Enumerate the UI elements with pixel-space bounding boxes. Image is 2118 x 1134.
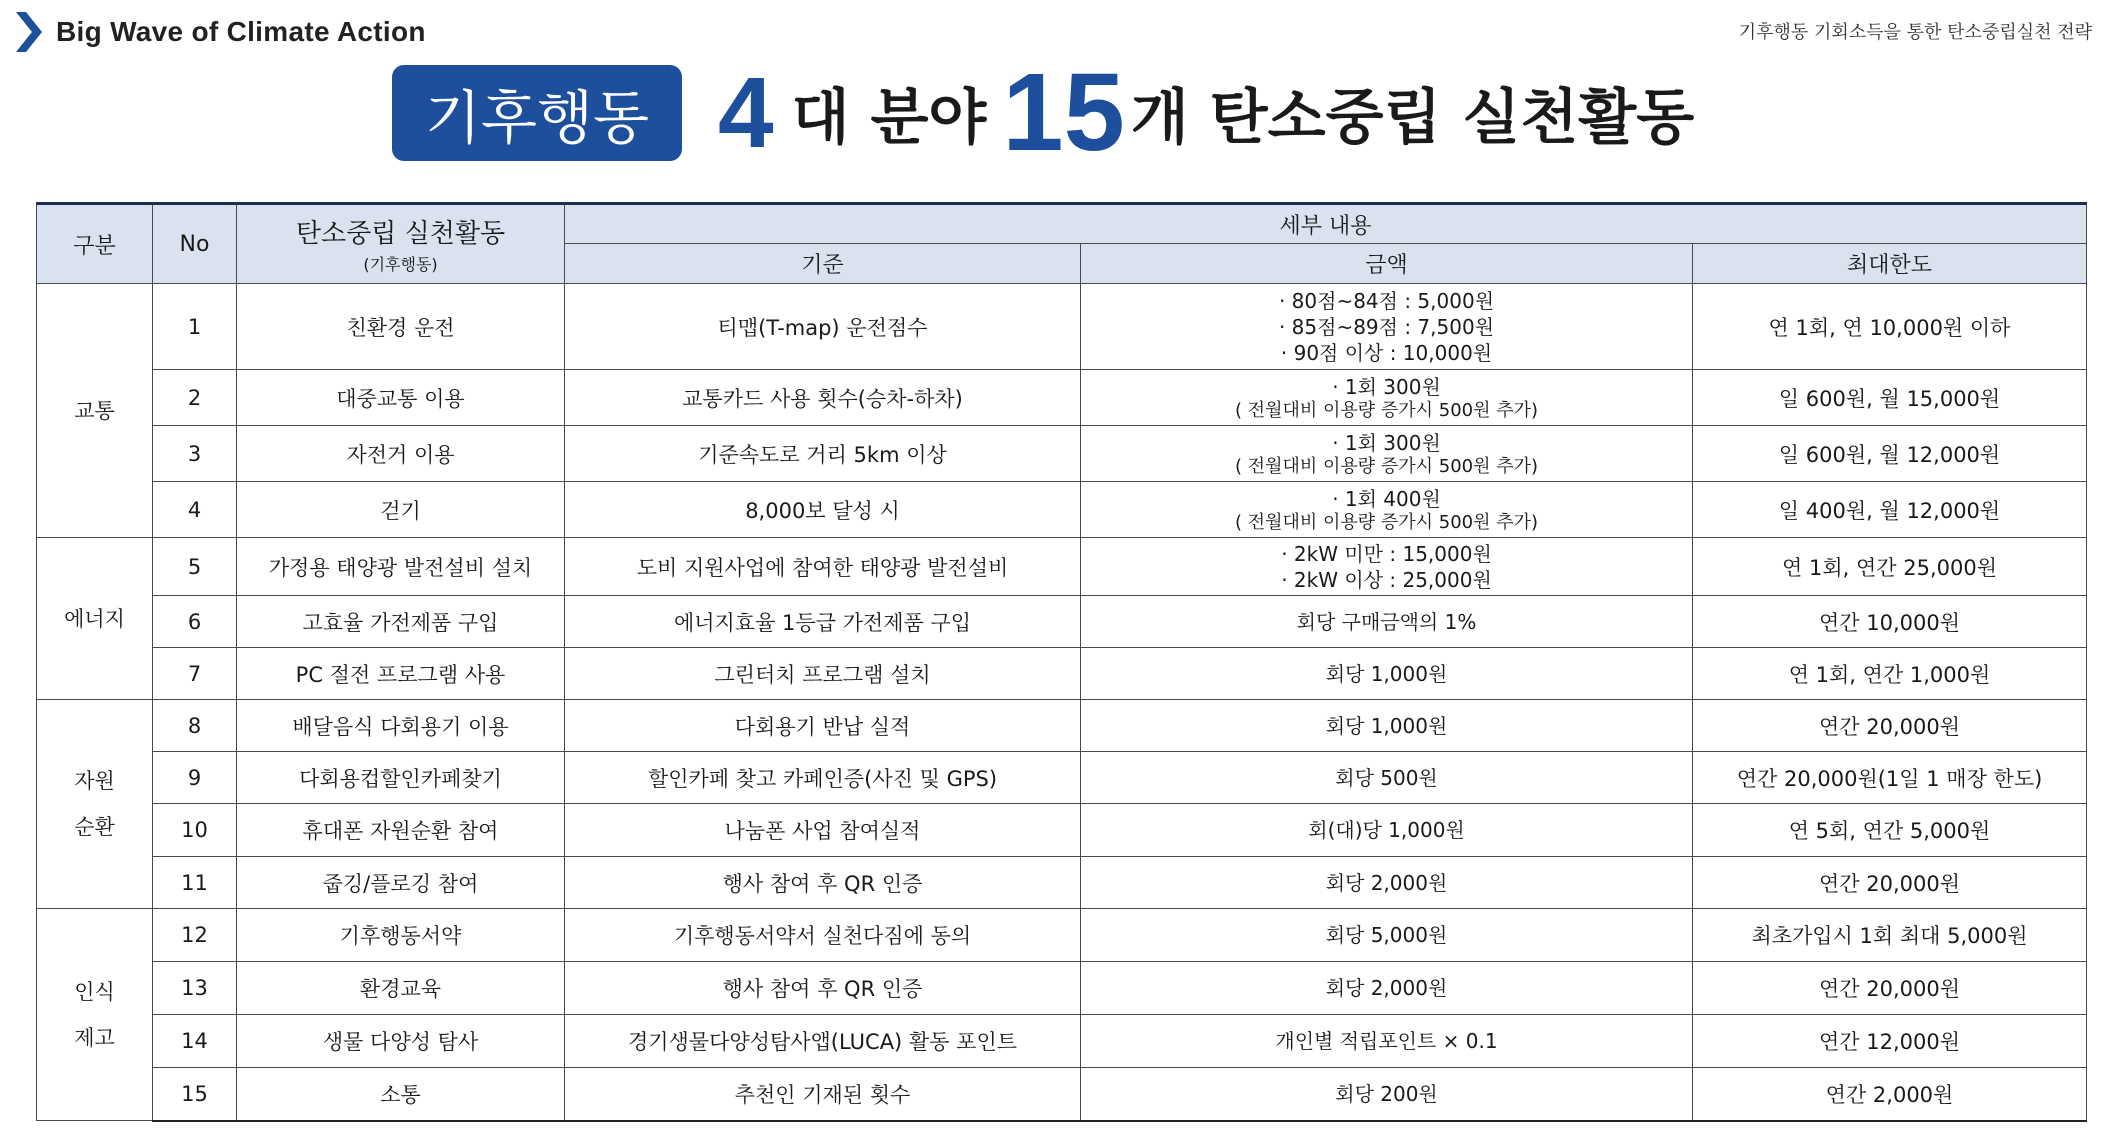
criteria-cell: 경기생물다양성탐사앱(LUCA) 활동 포인트 xyxy=(565,1015,1081,1068)
amount-cell xyxy=(1081,284,1693,370)
table-header xyxy=(37,204,2087,284)
limit-cell: 연간 20,000원 xyxy=(1693,700,2087,752)
limit-cell: 연간 2,000원 xyxy=(1693,1068,2087,1121)
no-cell: 3 xyxy=(153,426,237,482)
amount-cell xyxy=(1081,1015,1693,1068)
category-label: 인식 xyxy=(74,979,115,1004)
amount-line: · 80점~84점 : 5,000원 xyxy=(1278,288,1495,313)
header-activity xyxy=(237,204,565,284)
table-row xyxy=(37,1015,2087,1068)
headline-number-activities: 15 xyxy=(1002,51,1125,174)
amount-cell xyxy=(1081,962,1693,1015)
table-body xyxy=(37,284,2087,1121)
activity-cell: 고효율 가전제품 구입 xyxy=(237,596,565,648)
headline-number-areas: 4 xyxy=(718,57,774,169)
amount-cell xyxy=(1081,648,1693,700)
header-no: No xyxy=(153,204,237,284)
amount-line: ( 전월대비 이용량 증가시 500원 추가) xyxy=(1234,455,1539,477)
table-row xyxy=(37,648,2087,700)
header-details: 세부 내용 xyxy=(565,204,2087,244)
activity-cell: 자전거 이용 xyxy=(237,426,565,482)
criteria-cell: 할인카페 찾고 카페인증(사진 및 GPS) xyxy=(565,752,1081,804)
table-row xyxy=(37,284,2087,370)
amount-cell xyxy=(1081,752,1693,804)
criteria-cell: 8,000보 달성 시 xyxy=(565,482,1081,538)
document-subtitle: 기후행동 기회소득을 통한 탄소중립실천 전략 xyxy=(1738,22,2092,43)
amount-cell xyxy=(1081,857,1693,909)
amount-cell xyxy=(1081,909,1693,962)
limit-cell: 연간 20,000원(1일 1 매장 한도) xyxy=(1693,752,2087,804)
criteria-cell: 행사 참여 후 QR 인증 xyxy=(565,962,1081,1015)
amount-line: 회당 1,000원 xyxy=(1325,713,1448,738)
amount-line: 회당 200원 xyxy=(1335,1081,1438,1106)
category-label: 순환 xyxy=(74,815,115,839)
activity-cell: 기후행동서약 xyxy=(237,909,565,962)
header-activity-label: 탄소중립 실천활동 xyxy=(295,219,506,249)
brand-title: Big Wave of Climate Action xyxy=(56,16,426,47)
amount-line: 회당 구매금액의 1% xyxy=(1296,609,1477,634)
activity-cell: 가정용 태양광 발전설비 설치 xyxy=(237,538,565,596)
amount-cell xyxy=(1081,370,1693,426)
limit-cell: 연간 12,000원 xyxy=(1693,1015,2087,1068)
category-label: 자원 xyxy=(74,769,115,793)
criteria-cell: 티맵(T-map) 운전점수 xyxy=(565,284,1081,370)
table-row xyxy=(37,1068,2087,1121)
amount-line: · 90점 이상 : 10,000원 xyxy=(1280,340,1493,365)
amount-line: · 1회 300원 xyxy=(1332,430,1441,455)
no-cell: 10 xyxy=(153,804,237,857)
table-row xyxy=(37,857,2087,909)
table-row xyxy=(37,700,2087,752)
amount-line: 회당 1,000원 xyxy=(1325,661,1448,686)
table-row xyxy=(37,752,2087,804)
header-category: 구분 xyxy=(37,204,153,284)
limit-cell: 연 5회, 연간 5,000원 xyxy=(1693,804,2087,857)
amount-line: 회당 2,000원 xyxy=(1325,870,1448,895)
activity-cell: 친환경 운전 xyxy=(237,284,565,370)
activity-cell: 휴대폰 자원순환 참여 xyxy=(237,804,565,857)
limit-cell: 최초가입시 1회 최대 5,000원 xyxy=(1693,909,2087,962)
activity-cell: 줍깅/플로깅 참여 xyxy=(237,857,565,909)
limit-cell: 일 400원, 월 12,000원 xyxy=(1693,482,2087,538)
table-row xyxy=(37,538,2087,596)
table-row xyxy=(37,370,2087,426)
criteria-cell: 도비 지원사업에 참여한 태양광 발전설비 xyxy=(565,538,1081,596)
criteria-cell: 다회용기 반납 실적 xyxy=(565,700,1081,752)
amount-cell xyxy=(1081,482,1693,538)
activity-cell: 걷기 xyxy=(237,482,565,538)
amount-cell xyxy=(1081,426,1693,482)
limit-cell: 연간 10,000원 xyxy=(1693,596,2087,648)
criteria-cell: 나눔폰 사업 참여실적 xyxy=(565,804,1081,857)
category-cell xyxy=(37,909,153,1121)
no-cell: 13 xyxy=(153,962,237,1015)
no-cell: 7 xyxy=(153,648,237,700)
no-cell: 12 xyxy=(153,909,237,962)
amount-cell xyxy=(1081,804,1693,857)
category-cell xyxy=(37,284,153,538)
amount-line: · 1회 300원 xyxy=(1332,374,1441,399)
amount-line: · 1회 400원 xyxy=(1332,486,1441,511)
amount-line: · 2kW 미만 : 15,000원 xyxy=(1281,541,1492,566)
no-cell: 4 xyxy=(153,482,237,538)
amount-line: · 2kW 이상 : 25,000원 xyxy=(1281,567,1492,592)
amount-cell xyxy=(1081,596,1693,648)
table-row xyxy=(37,482,2087,538)
limit-cell: 일 600원, 월 12,000원 xyxy=(1693,426,2087,482)
activity-cell: 소통 xyxy=(237,1068,565,1121)
activity-cell: PC 절전 프로그램 사용 xyxy=(237,648,565,700)
headline xyxy=(392,51,1695,174)
criteria-cell: 행사 참여 후 QR 인증 xyxy=(565,857,1081,909)
category-label: 에너지 xyxy=(64,606,125,631)
amount-line: 회당 5,000원 xyxy=(1325,923,1448,947)
limit-cell: 연 1회, 연 10,000원 이하 xyxy=(1693,284,2087,370)
chevron-right-icon xyxy=(14,10,44,54)
criteria-cell: 추천인 기재된 횟수 xyxy=(565,1068,1081,1121)
criteria-cell: 교통카드 사용 횟수(승차-하차) xyxy=(565,370,1081,426)
criteria-cell: 에너지효율 1등급 가전제품 구입 xyxy=(565,596,1081,648)
header-limit: 최대한도 xyxy=(1693,244,2087,284)
no-cell: 5 xyxy=(153,538,237,596)
amount-line: · 85점~89점 : 7,500원 xyxy=(1278,314,1495,339)
category-cell xyxy=(37,700,153,909)
amount-cell xyxy=(1081,700,1693,752)
limit-cell: 연간 20,000원 xyxy=(1693,962,2087,1015)
activity-cell: 대중교통 이용 xyxy=(237,370,565,426)
category-label: 교통 xyxy=(74,398,115,423)
activity-cell: 다회용컵할인카페찾기 xyxy=(237,752,565,804)
criteria-cell: 기후행동서약서 실천다짐에 동의 xyxy=(565,909,1081,962)
limit-cell: 일 600원, 월 15,000원 xyxy=(1693,370,2087,426)
no-cell: 15 xyxy=(153,1068,237,1121)
no-cell: 14 xyxy=(153,1015,237,1068)
category-cell xyxy=(37,538,153,700)
brand xyxy=(14,10,426,54)
table-row xyxy=(37,804,2087,857)
criteria-cell: 그린터치 프로그램 설치 xyxy=(565,648,1081,700)
limit-cell: 연 1회, 연간 1,000원 xyxy=(1693,648,2087,700)
no-cell: 8 xyxy=(153,700,237,752)
activity-cell: 배달음식 다회용기 이용 xyxy=(237,700,565,752)
amount-line: 개인별 적립포인트 × 0.1 xyxy=(1275,1029,1498,1053)
activity-cell: 환경교육 xyxy=(237,962,565,1015)
header-criteria: 기준 xyxy=(565,244,1081,284)
table-row xyxy=(37,596,2087,648)
no-cell: 11 xyxy=(153,857,237,909)
limit-cell: 연 1회, 연간 25,000원 xyxy=(1693,538,2087,596)
headline-tag: 기후행동 xyxy=(392,65,682,161)
criteria-cell: 기준속도로 거리 5km 이상 xyxy=(565,426,1081,482)
amount-cell xyxy=(1081,538,1693,596)
no-cell: 9 xyxy=(153,752,237,804)
headline-text-activities: 개 탄소중립 실천활동 xyxy=(1130,83,1695,153)
no-cell: 2 xyxy=(153,370,237,426)
amount-cell xyxy=(1081,1068,1693,1121)
header-activity-sub: (기후행동) xyxy=(363,255,438,274)
table-row xyxy=(37,909,2087,962)
amount-line: ( 전월대비 이용량 증가시 500원 추가) xyxy=(1234,511,1539,533)
activity-cell: 생물 다양성 탐사 xyxy=(237,1015,565,1068)
activities-table xyxy=(36,202,2087,1122)
table-row xyxy=(37,962,2087,1015)
no-cell: 1 xyxy=(153,284,237,370)
table-row xyxy=(37,426,2087,482)
amount-line: 회당 2,000원 xyxy=(1325,976,1448,1000)
category-label: 제고 xyxy=(74,1025,115,1050)
no-cell: 6 xyxy=(153,596,237,648)
limit-cell: 연간 20,000원 xyxy=(1693,857,2087,909)
amount-line: 회(대)당 1,000원 xyxy=(1308,818,1465,842)
amount-line: 회당 500원 xyxy=(1335,765,1438,790)
header-amount: 금액 xyxy=(1081,244,1693,284)
headline-text-areas: 대 분야 xyxy=(791,83,987,153)
amount-line: ( 전월대비 이용량 증가시 500원 추가) xyxy=(1234,399,1539,421)
